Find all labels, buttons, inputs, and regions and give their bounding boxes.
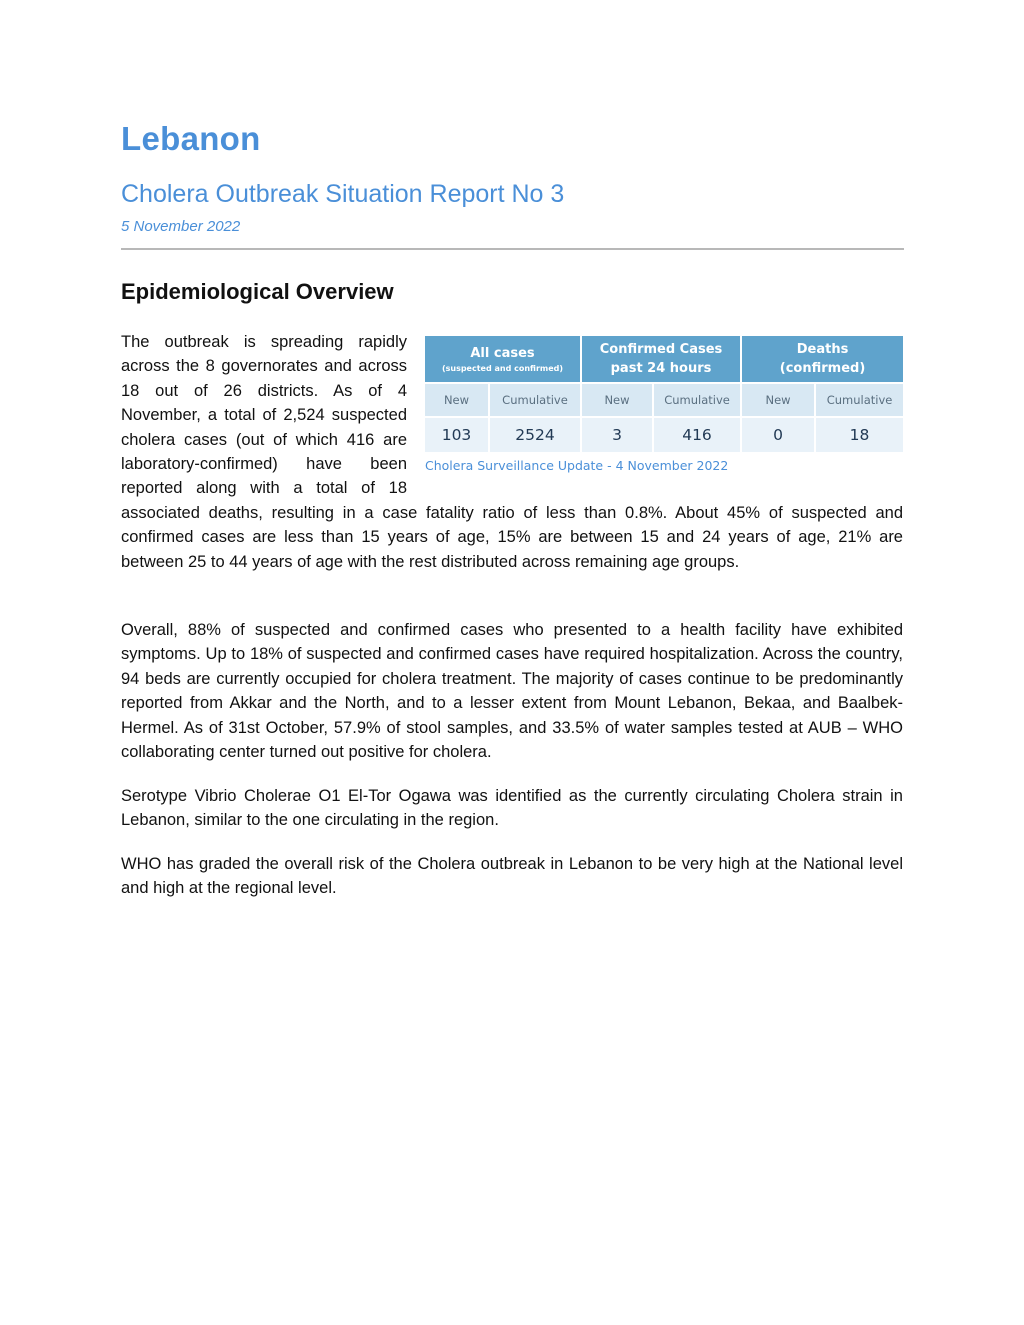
header-confirmed-cases xyxy=(581,336,741,383)
subheader-cell: Cumulative xyxy=(489,383,581,417)
report-title: Cholera Outbreak Situation Report No 3 xyxy=(121,180,565,208)
paragraph-risk: WHO has graded the overall risk of the Cholera outbreak in Lebanon to be very high at the National level and high at the regional level. xyxy=(121,855,903,898)
header-sublabel: (confirmed) xyxy=(779,361,866,376)
subheader-cell: Cumulative xyxy=(815,383,903,417)
subheader-cell: New xyxy=(741,383,815,417)
header-divider xyxy=(121,248,904,250)
table-caption: Cholera Surveillance Update - 4 November 2022 xyxy=(425,458,729,473)
surveillance-table xyxy=(425,336,903,452)
table-header-row xyxy=(425,336,903,383)
subheader-cell: New xyxy=(581,383,653,417)
paragraph-serotype: Serotype Vibrio Cholerae O1 El-Tor Ogawa was identified as the currently circulating Cholera strain in Lebanon, similar to the one circulating in the region. xyxy=(121,787,903,830)
section-heading: Epidemiological Overview xyxy=(121,279,394,304)
value-cell: 0 xyxy=(741,417,815,452)
table-row xyxy=(425,417,903,452)
subheader-cell: Cumulative xyxy=(653,383,741,417)
surveillance-table-box xyxy=(423,330,903,490)
header-label: Deaths xyxy=(796,342,849,357)
value-cell: 18 xyxy=(815,417,903,452)
paragraph-overview xyxy=(121,330,903,574)
country-title: Lebanon xyxy=(121,120,261,157)
header-deaths xyxy=(741,336,903,383)
header-all-cases xyxy=(425,336,581,383)
header-sublabel: (suspected and confirmed) xyxy=(441,364,564,373)
value-cell: 103 xyxy=(425,417,489,452)
paragraph-text: The outbreak is spreading rapidly across the 8 governorates and across 18 out of 26 districts. As of 4 November, a total of 2,524 suspected cholera cases (out of which 416 are laboratory-confirmed) have been reported along with a total of 18 associated deaths, resulting in a case fatality ratio of less than 0.8%. About 45% of suspected and confirmed cases are less than 15 years of age, 15% are between 15 and 24 years of age, 21% are between 25 to 44 years of age with the rest distributed across remaining age groups. xyxy=(121,333,903,571)
value-cell: 3 xyxy=(581,417,653,452)
value-cell: 416 xyxy=(653,417,741,452)
subheader-cell: New xyxy=(425,383,489,417)
header-label: All cases xyxy=(470,346,535,361)
paragraph-clinical: Overall, 88% of suspected and confirmed cases who presented to a health facility have exhibited symptoms. Up to 18% of suspected and confirmed cases have required hospitalization. Across the country, 94 beds are currently occupied for cholera treatment. The majority of cases continue to be predominantly reported from Akkar and the North, and to a lesser extent from Mount Lebanon, Bekaa, and Baalbek-Hermel. As of 31st October, 57.9% of stool samples, and 33.5% of water samples tested at AUB – WHO collaborating center turned out positive for cholera. xyxy=(121,621,903,762)
header-label: Confirmed Cases xyxy=(599,342,723,357)
report-date: 5 November 2022 xyxy=(121,218,241,235)
value-cell: 2524 xyxy=(489,417,581,452)
header-sublabel: past 24 hours xyxy=(610,361,712,376)
table-subheader-row xyxy=(425,383,903,417)
